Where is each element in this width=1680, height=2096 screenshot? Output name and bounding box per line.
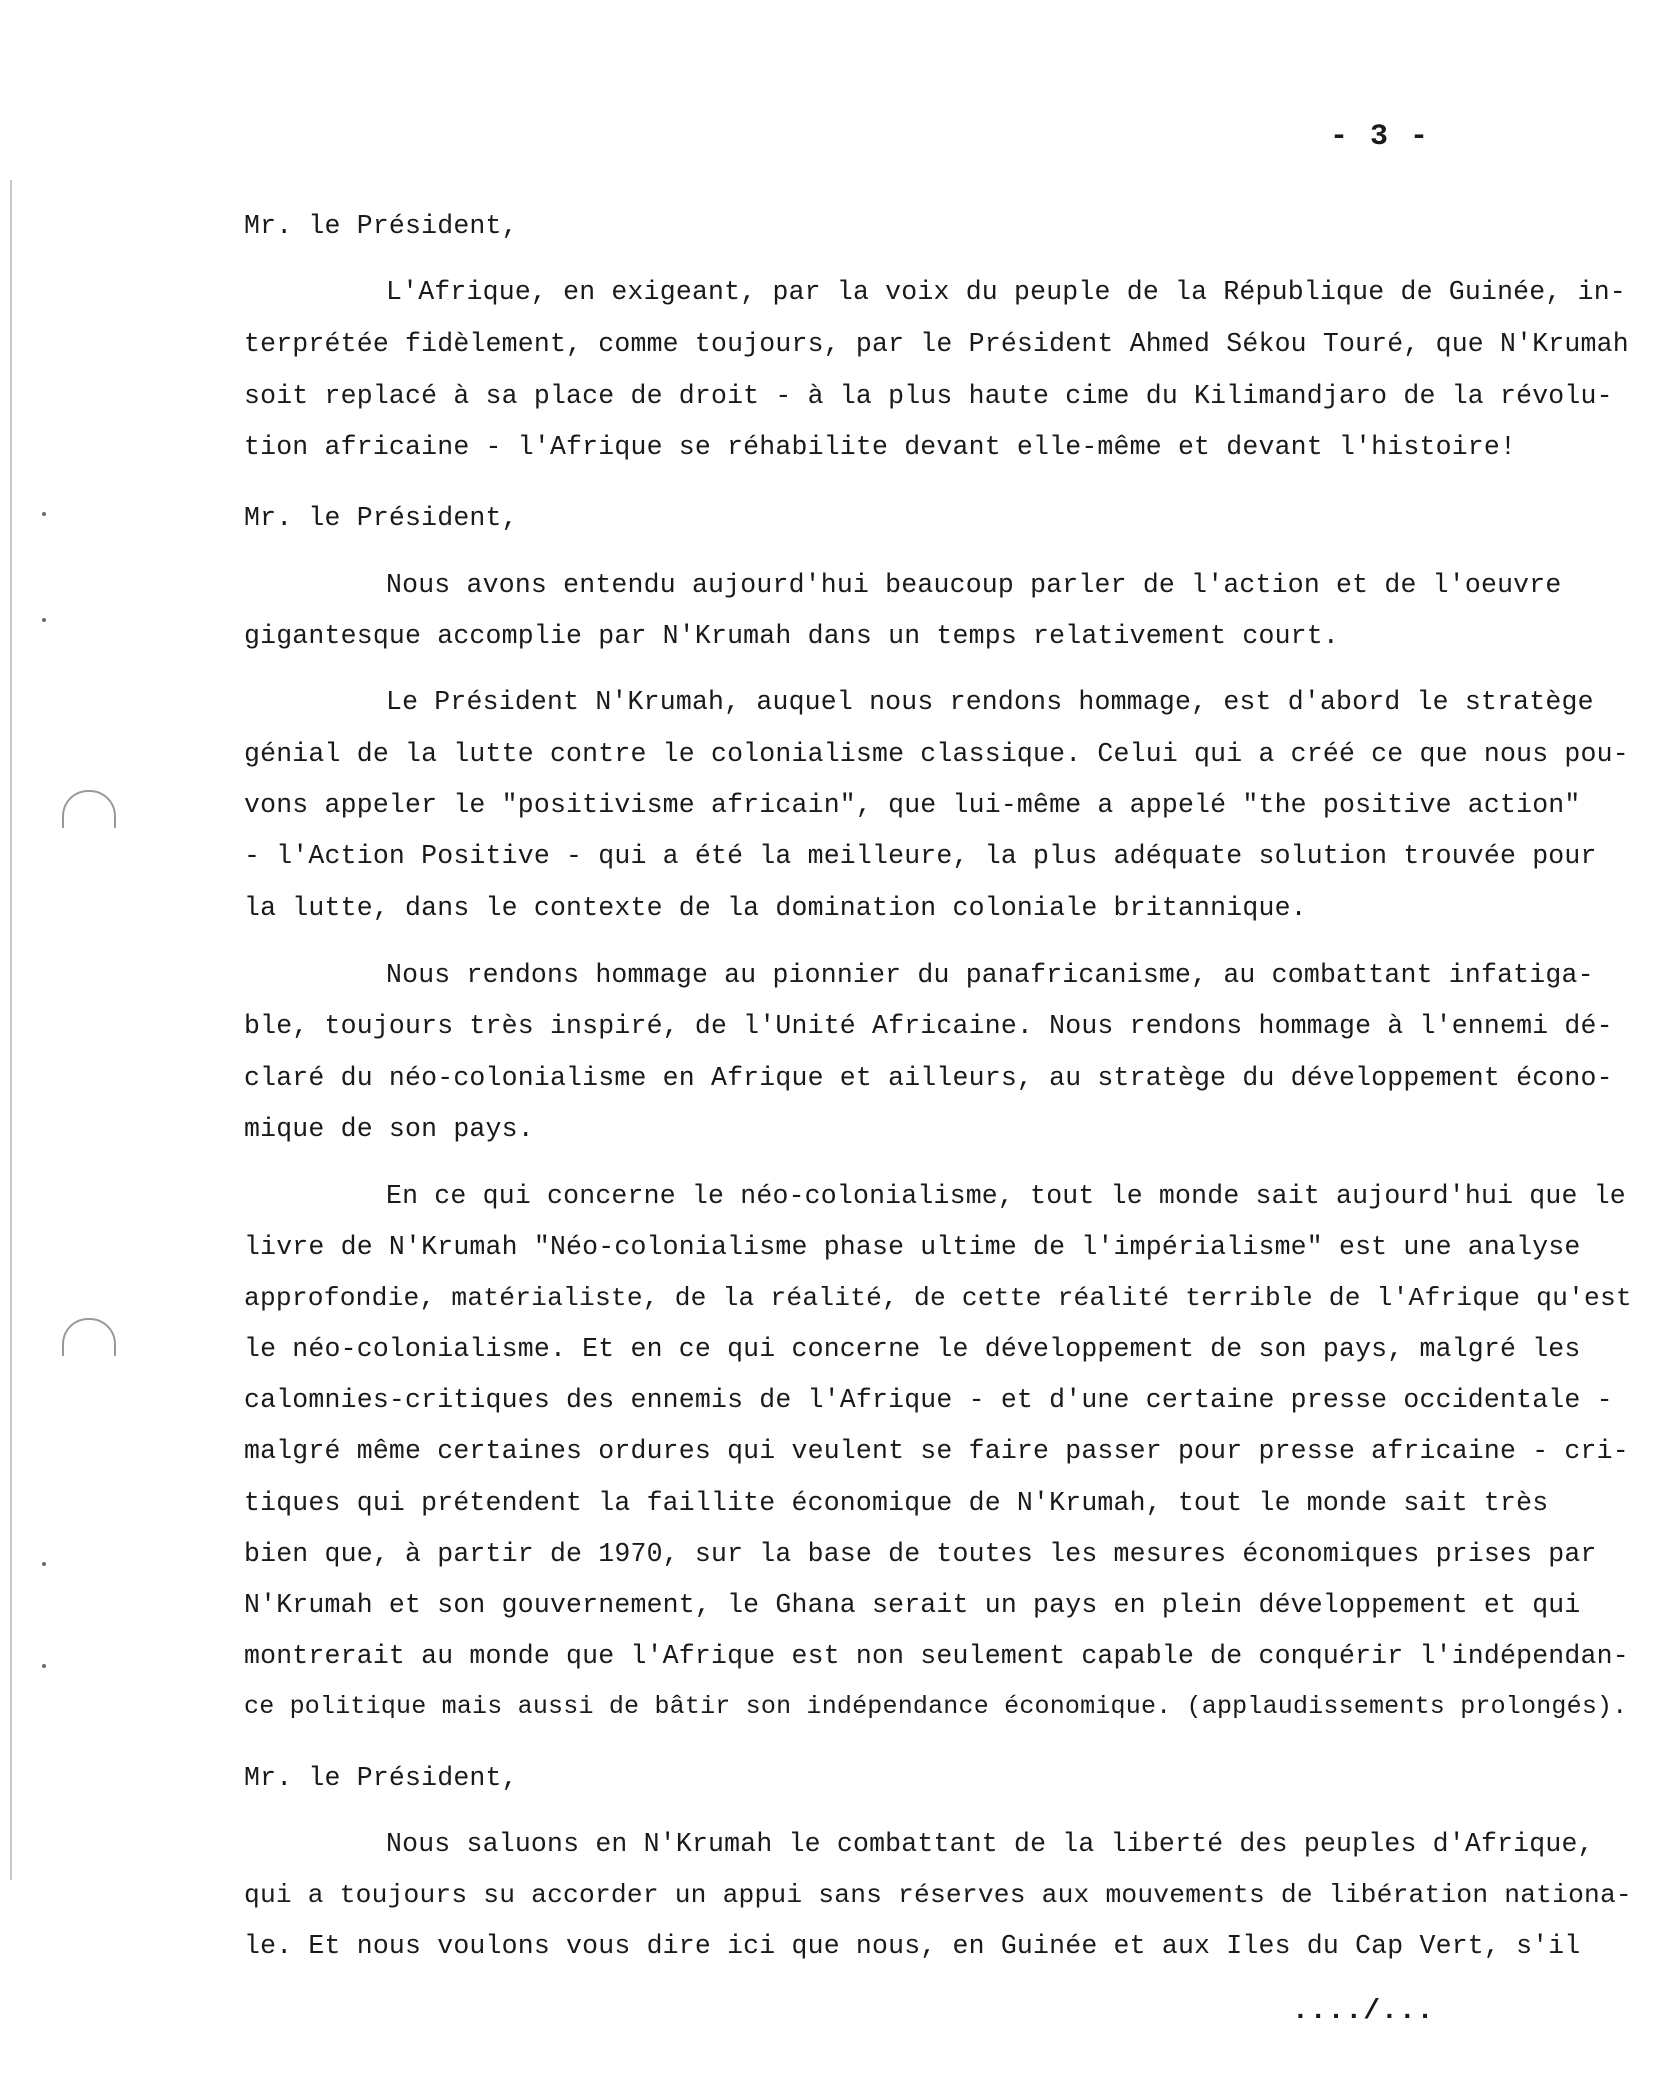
paragraph-line: approfondie, matérialiste, de la réalité, de cette réalité terrible de l'Afrique qu'est: [244, 1283, 1632, 1313]
margin-mark: [42, 618, 46, 622]
paragraph-line: malgré même certaines ordures qui veulent se faire passer pour presse africaine - cri-: [244, 1436, 1629, 1466]
paragraph-line: génial de la lutte contre le colonialisme classique. Celui qui a créé ce que nous pou-: [244, 739, 1629, 769]
paragraph-line: terprétée fidèlement, comme toujours, par le Président Ahmed Sékou Touré, que N'Krumah: [244, 329, 1629, 359]
paragraph-line: soit replacé à sa place de droit - à la plus haute cime du Kilimandjaro de la révolu-: [244, 381, 1613, 411]
salutation: Mr. le Président,: [244, 211, 518, 241]
salutation: Mr. le Président,: [244, 503, 518, 533]
paragraph-line: bien que, à partir de 1970, sur la base de toutes les mesures économiques prises par: [244, 1539, 1597, 1569]
punch-hole-bottom: [62, 1318, 116, 1356]
paragraph-line: la lutte, dans le contexte de la domination coloniale britannique.: [244, 893, 1307, 923]
paragraph-line: vons appeler le "positivisme africain", que lui-même a appelé "the positive action": [244, 790, 1581, 820]
paragraph-line: qui a toujours su accorder un appui sans réserves aux mouvements de libération nationa-: [244, 1880, 1632, 1910]
paragraph-line: le. Et nous voulons vous dire ici que nous, en Guinée et aux Iles du Cap Vert, s'il: [244, 1931, 1581, 1961]
paragraph-line: Nous avons entendu aujourd'hui beaucoup parler de l'action et de l'oeuvre: [386, 570, 1562, 600]
paragraph-line: En ce qui concerne le néo-colonialisme, tout le monde sait aujourd'hui que le: [386, 1181, 1626, 1211]
margin-mark: [42, 1664, 46, 1668]
paragraph-line: ce politique mais aussi de bâtir son indépendance économique. (applaudissements prolongés).: [244, 1692, 1628, 1721]
paragraph-line: le néo-colonialisme. Et en ce qui concerne le développement de son pays, malgré les: [244, 1334, 1581, 1364]
paragraph-line: livre de N'Krumah "Néo-colonialisme phase ultime de l'impérialisme" est une analyse: [244, 1232, 1581, 1262]
paragraph-line: tiques qui prétendent la faillite économique de N'Krumah, tout le monde sait très: [244, 1488, 1549, 1518]
paragraph-line: mique de son pays.: [244, 1114, 534, 1144]
paragraph-line: N'Krumah et son gouvernement, le Ghana serait un pays en plein développement et qui: [244, 1590, 1581, 1620]
margin-mark: [42, 1562, 46, 1566]
margin-edge: [10, 180, 12, 1880]
paragraph-line: tion africaine - l'Afrique se réhabilite devant elle-même et devant l'histoire!: [244, 432, 1517, 462]
paragraph-line: Nous saluons en N'Krumah le combattant de la liberté des peuples d'Afrique,: [386, 1829, 1594, 1859]
paragraph-line: Le Président N'Krumah, auquel nous rendons hommage, est d'abord le stratège: [386, 687, 1594, 717]
paragraph-line: claré du néo-colonialisme en Afrique et ailleurs, au stratège du développement écono-: [244, 1063, 1613, 1093]
paragraph-line: Nous rendons hommage au pionnier du panafricanisme, au combattant infatiga-: [386, 960, 1594, 990]
paragraph-line: ble, toujours très inspiré, de l'Unité Africaine. Nous rendons hommage à l'ennemi dé-: [244, 1011, 1613, 1041]
paragraph-line: calomnies-critiques des ennemis de l'Afrique - et d'une certaine presse occidentale -: [244, 1385, 1613, 1415]
margin-mark: [42, 512, 46, 516]
paragraph-line: - l'Action Positive - qui a été la meilleure, la plus adéquate solution trouvée pour: [244, 841, 1597, 871]
salutation: Mr. le Président,: [244, 1763, 518, 1793]
paragraph-line: L'Afrique, en exigeant, par la voix du peuple de la République de Guinée, in-: [386, 277, 1626, 307]
punch-hole-top: [62, 790, 116, 828]
page-number: - 3 -: [1330, 120, 1431, 154]
paragraph-line: gigantesque accomplie par N'Krumah dans un temps relativement court.: [244, 621, 1339, 651]
paragraph-line: montrerait au monde que l'Afrique est non seulement capable de conquérir l'indépendan-: [244, 1641, 1629, 1671]
continuation-mark: ..../...: [1292, 1996, 1435, 2027]
